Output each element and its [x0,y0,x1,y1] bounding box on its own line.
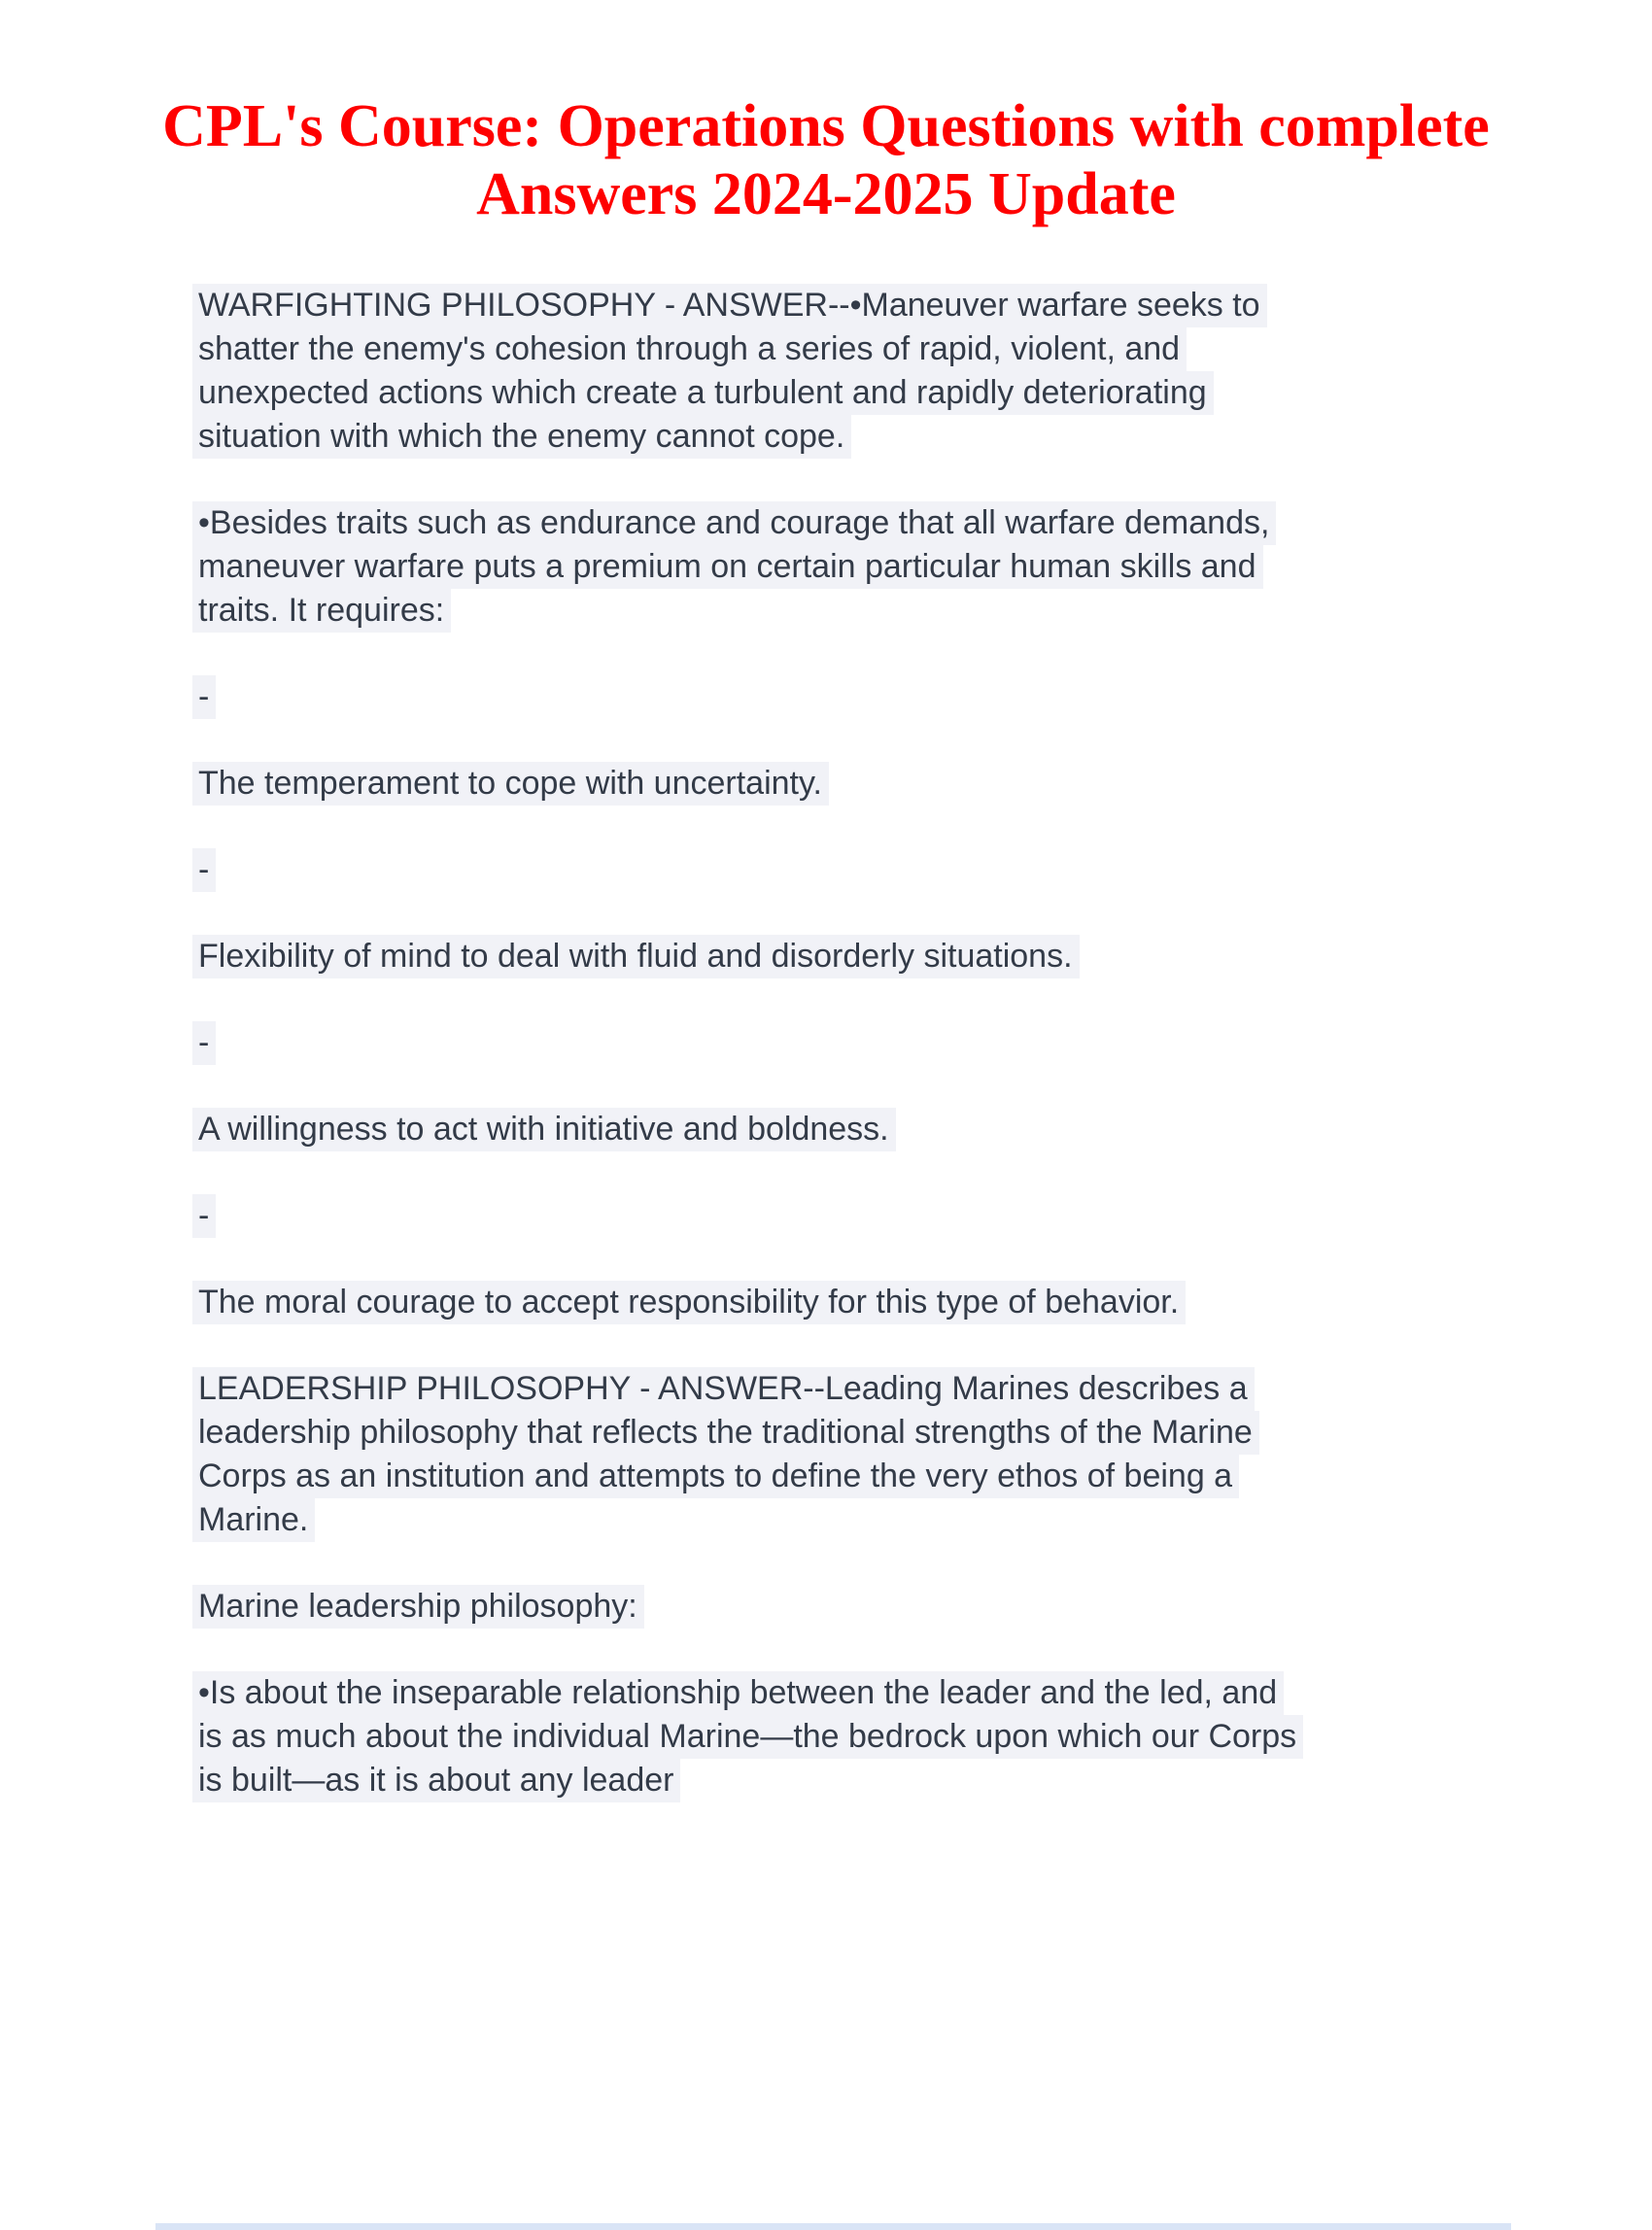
highlighted-text: •Is about the inseparable relationship between the leader and the led, and [192,1671,1284,1715]
text-line [198,1455,1652,1498]
answer-block-warfighting-philosophy [198,284,1652,459]
text-line [198,848,1652,892]
highlighted-text: unexpected actions which create a turbulent and rapidly deteriorating [192,371,1214,415]
highlighted-text: - [192,675,216,719]
paragraph-flexibility [198,935,1652,978]
highlighted-text: Marine leadership philosophy: [192,1585,644,1629]
dash-line [198,1194,1652,1238]
text-line [198,762,1652,806]
text-line [198,1759,1652,1802]
text-line [198,371,1652,415]
text-line [198,327,1652,371]
paragraph-besides-traits [198,501,1652,633]
highlighted-text: - [192,1021,216,1065]
highlighted-text: LEADERSHIP PHILOSOPHY - ANSWER--Leading Marines describes a [192,1367,1255,1411]
document-body [198,284,1652,1802]
text-line [198,1715,1652,1759]
highlighted-text: is built—as it is about any leader [192,1759,680,1802]
highlighted-text: maneuver warfare puts a premium on certain particular human skills and [192,545,1263,589]
paragraph-moral-courage [198,1281,1652,1324]
highlighted-text: A willingness to act with initiative and boldness. [192,1108,896,1151]
page-title-line-2: Answers 2024-2025 Update [476,161,1176,227]
paragraph-inseparable-relationship [198,1671,1652,1802]
paragraph-marine-leadership-philosophy [198,1585,1652,1629]
highlighted-text: leadership philosophy that reflects the traditional strengths of the Marine [192,1411,1259,1455]
highlighted-text: is as much about the individual Marine—the bedrock upon which our Corps [192,1715,1303,1759]
text-line [198,675,1652,719]
highlighted-text: - [192,848,216,892]
highlighted-text: •Besides traits such as endurance and courage that all warfare demands, [192,501,1276,545]
text-line [198,1108,1652,1151]
dash-line [198,848,1652,892]
highlighted-text: Flexibility of mind to deal with fluid and disorderly situations. [192,935,1080,978]
page-title [117,92,1535,228]
highlighted-text: The temperament to cope with uncertainty. [192,762,829,806]
answer-block-leadership-philosophy [198,1367,1652,1542]
dash-line [198,675,1652,719]
highlighted-text: situation with which the enemy cannot cope. [192,415,851,459]
text-line [198,1498,1652,1542]
highlighted-text: - [192,1194,216,1238]
paragraph-willingness [198,1108,1652,1151]
text-line [198,284,1652,327]
highlighted-text: shatter the enemy's cohesion through a series of rapid, violent, and [192,327,1187,371]
text-line [198,1411,1652,1455]
text-line [198,545,1652,589]
page-title-line-1: CPL's Course: Operations Questions with complete [162,93,1490,159]
highlighted-text: WARFIGHTING PHILOSOPHY - ANSWER--•Maneuver warfare seeks to [192,284,1267,327]
text-line [198,1194,1652,1238]
text-line [198,589,1652,633]
highlighted-text: Corps as an institution and attempts to define the very ethos of being a [192,1455,1239,1498]
highlighted-text: Marine. [192,1498,315,1542]
paragraph-temperament [198,762,1652,806]
text-line [198,1021,1652,1065]
text-line [198,1281,1652,1324]
partial-highlight-strip [155,2223,1511,2230]
highlighted-text: traits. It requires: [192,589,451,633]
text-line [198,415,1652,459]
highlighted-text: The moral courage to accept responsibility for this type of behavior. [192,1281,1186,1324]
dash-line [198,1021,1652,1065]
text-line [198,501,1652,545]
text-line [198,1585,1652,1629]
text-line [198,1671,1652,1715]
text-line [198,935,1652,978]
text-line [198,1367,1652,1411]
